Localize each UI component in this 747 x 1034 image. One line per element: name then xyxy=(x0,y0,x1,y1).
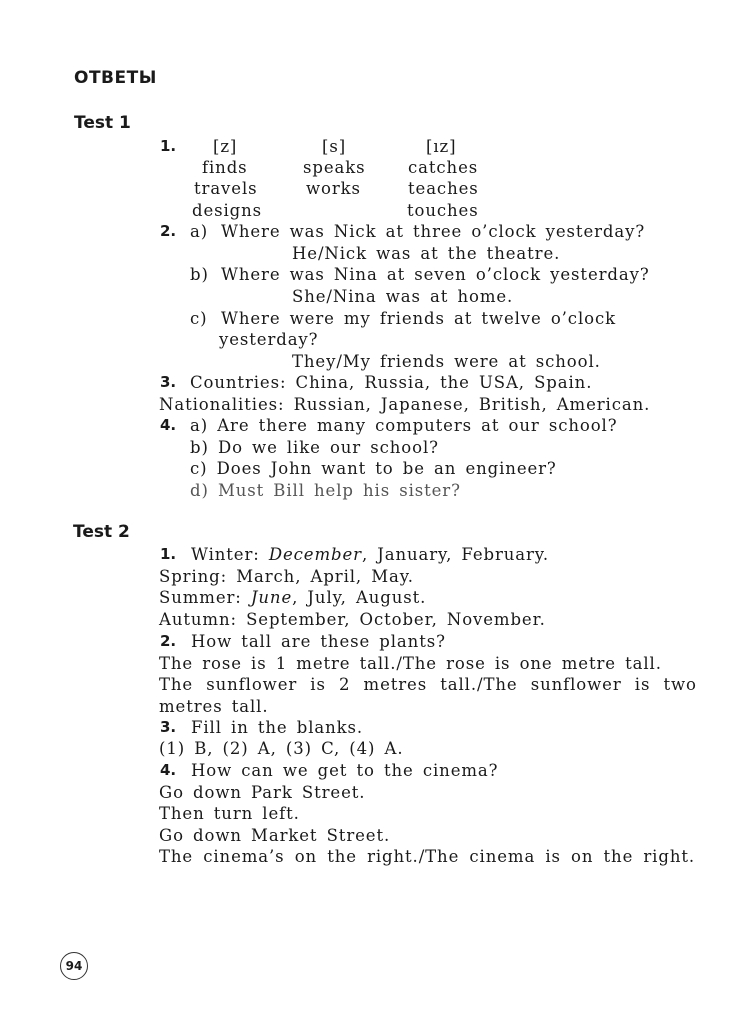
test-2-heading: Test 2 xyxy=(73,522,130,542)
question-line: Where were my friends at twelve o’clock xyxy=(221,309,616,328)
answer-label: b) xyxy=(190,265,209,284)
question-line: How tall are these plants? xyxy=(191,632,446,651)
answer-label: c) xyxy=(190,309,208,328)
answer-line: Nationalities: Russian, Japanese, British, American. xyxy=(159,395,651,414)
phonetic-header-z: [z] xyxy=(213,137,238,156)
answer-label: a) xyxy=(190,222,209,241)
word-list-item: speaks xyxy=(303,158,366,177)
phonetic-header-s: [s] xyxy=(322,137,347,156)
phonetic-header-iz: [ız] xyxy=(426,137,457,156)
question-line: Where was Nina at seven o’clock yesterday? xyxy=(221,265,650,284)
test1-q3-number: 3. xyxy=(160,373,177,391)
question-line: How can we get to the cinema? xyxy=(191,761,499,780)
answer-line: The cinema’s on the right./The cinema is on the right. xyxy=(159,847,696,866)
answer-line: The sunflower is 2 metres tall./The sunflower is two xyxy=(159,675,697,694)
answer-text: , July, August. xyxy=(292,588,427,607)
season-label: Winter: xyxy=(191,545,260,564)
word-list-item: travels xyxy=(194,179,258,198)
question-line: Fill in the blanks. xyxy=(191,718,364,737)
question-line: b) Do we like our school? xyxy=(190,438,439,457)
test2-q3-number: 3. xyxy=(160,718,177,736)
page-title: ОТВЕТЫ xyxy=(74,68,157,88)
answer-line: Countries: China, Russia, the USA, Spain. xyxy=(190,373,593,392)
answer-line: Then turn left. xyxy=(159,804,300,823)
question-line: a) Are there many computers at our school? xyxy=(190,416,618,435)
answer-line: The rose is 1 metre tall./The rose is one metre tall. xyxy=(159,654,662,673)
answer-text: , January, February. xyxy=(361,545,549,564)
season-label: Summer: xyxy=(159,588,242,607)
question-line: yesterday? xyxy=(219,330,319,349)
word-list-item: catches xyxy=(408,158,479,177)
question-line: d) Must Bill help his sister? xyxy=(190,481,461,500)
answer-line: Go down Park Street. xyxy=(159,783,366,802)
answer-line: Spring: March, April, May. xyxy=(159,567,414,586)
answer-line xyxy=(191,544,549,565)
test1-q1-number: 1. xyxy=(160,137,177,155)
answer-line: (1) B, (2) A, (3) C, (4) A. xyxy=(159,739,404,758)
answer-line: They/My friends were at school. xyxy=(292,352,601,371)
example-word: June xyxy=(250,588,293,607)
answer-line: Autumn: September, October, November. xyxy=(159,610,546,629)
test2-q1-number: 1. xyxy=(160,545,177,563)
answer-line: Go down Market Street. xyxy=(159,826,391,845)
test1-q2-number: 2. xyxy=(160,222,177,240)
test1-q4-number: 4. xyxy=(160,416,177,434)
example-word: December xyxy=(268,545,362,564)
word-list-item: teaches xyxy=(408,179,479,198)
word-list-item: finds xyxy=(202,158,248,177)
question-line: c) Does John want to be an engineer? xyxy=(190,459,557,478)
word-list-item: touches xyxy=(407,201,479,220)
answer-line: metres tall. xyxy=(159,697,269,716)
test2-q4-number: 4. xyxy=(160,761,177,779)
word-list-item: designs xyxy=(192,201,263,220)
page-number: 94 xyxy=(60,952,88,980)
answer-line xyxy=(159,587,426,608)
test2-q2-number: 2. xyxy=(160,632,177,650)
question-line: Where was Nick at three o’clock yesterday? xyxy=(221,222,646,241)
answer-line: She/Nina was at home. xyxy=(292,287,514,306)
test-1-heading: Test 1 xyxy=(74,113,131,133)
word-list-item: works xyxy=(306,179,361,198)
answer-line: He/Nick was at the theatre. xyxy=(292,244,561,263)
